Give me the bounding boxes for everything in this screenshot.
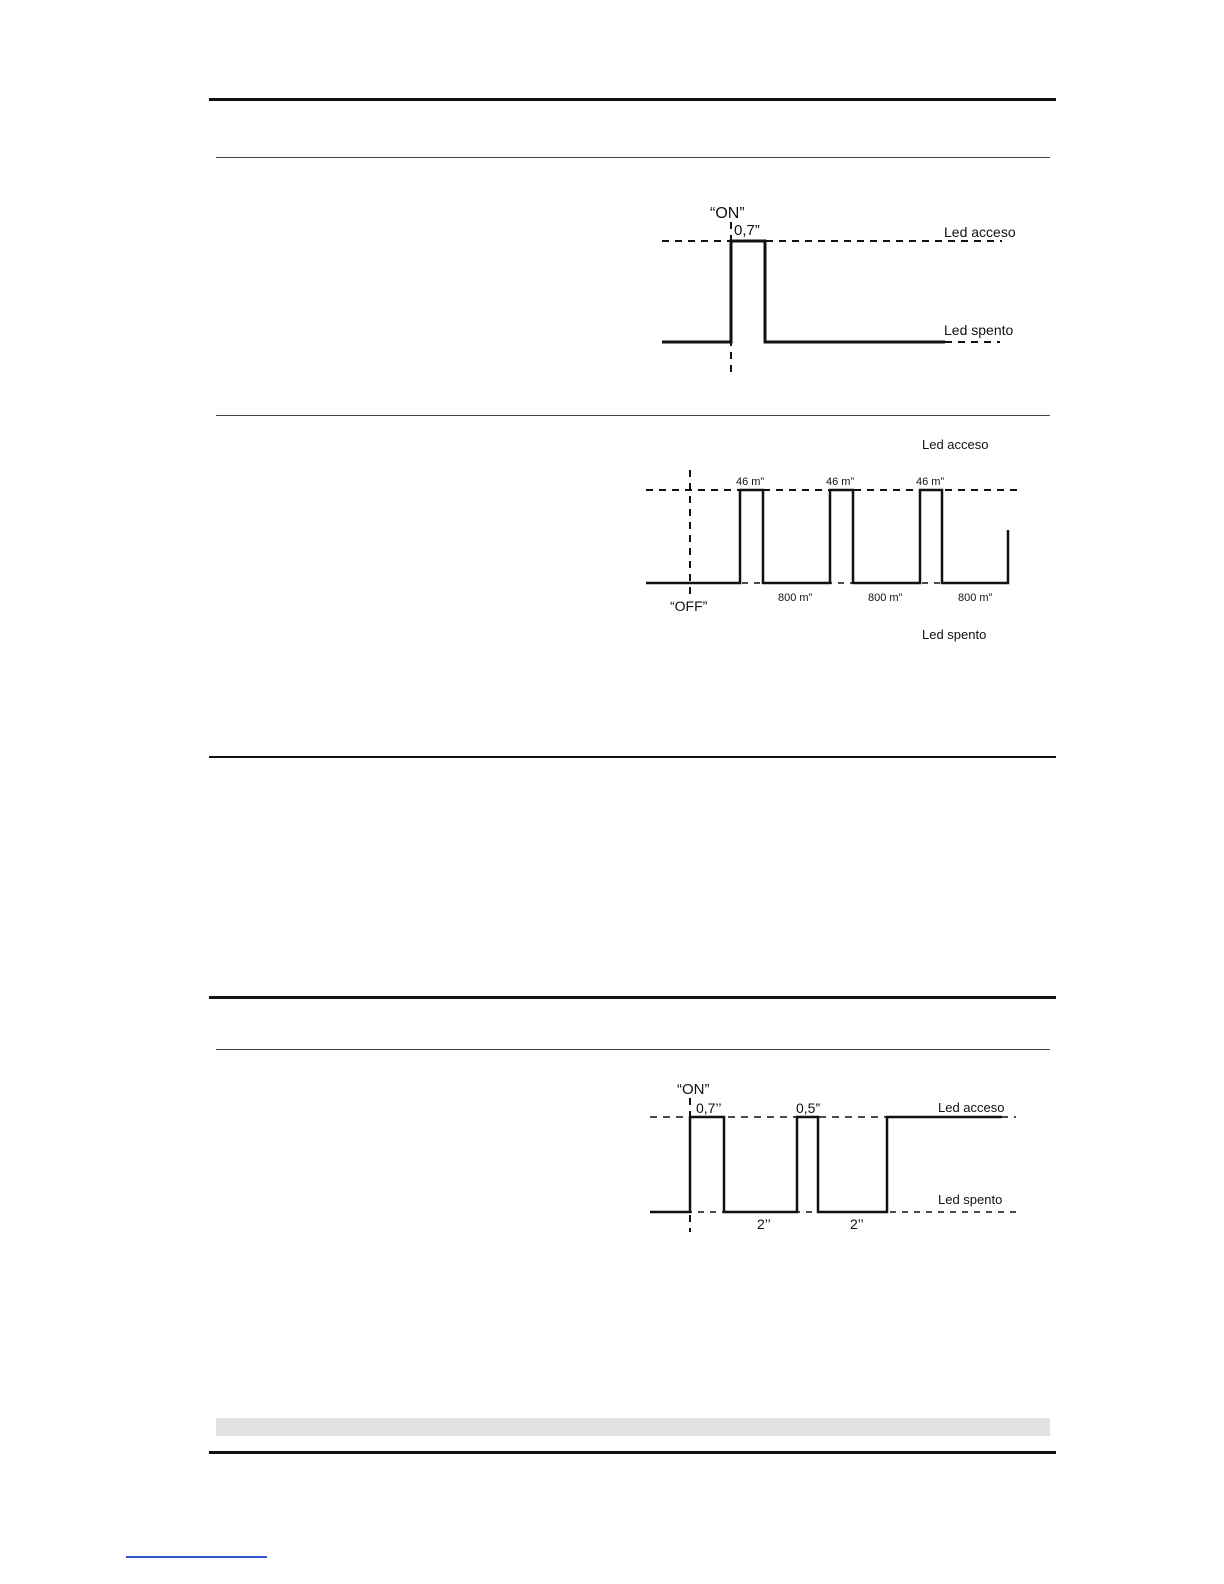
off-label: “OFF” — [670, 598, 708, 614]
top-rule — [209, 98, 1056, 101]
shaded-bar — [216, 1418, 1050, 1436]
section-rule — [216, 157, 1050, 158]
on-label: “ON” — [710, 205, 745, 222]
pulse-1-label: 0,7’’ — [696, 1100, 722, 1116]
led-on-label: Led acceso — [944, 224, 1016, 240]
pulse-width-label: 46 m” — [736, 476, 765, 488]
led-off-label: Led spento — [938, 1192, 1003, 1207]
waveform — [650, 1117, 1002, 1212]
diagram-3-on-sequence — [650, 1081, 1016, 1232]
section-divider-rule — [209, 996, 1056, 999]
gap-1-label: 2’’ — [757, 1216, 771, 1232]
section-rule — [216, 415, 1050, 416]
gap-2-label: 2’’ — [850, 1216, 864, 1232]
section-divider-rule — [209, 756, 1056, 758]
pulse-duration-label: 0,7” — [734, 222, 760, 239]
bottom-rule — [209, 1451, 1056, 1454]
gap-width-label: 800 m” — [958, 592, 993, 604]
on-label: “ON” — [677, 1081, 710, 1098]
diagram-2-off-blinking — [646, 437, 1020, 642]
diagram-1-on-pulse — [662, 205, 1016, 372]
section-rule — [216, 1049, 1050, 1050]
gap-width-label: 800 m” — [778, 592, 813, 604]
waveform — [662, 241, 945, 342]
led-off-label: Led spento — [922, 627, 987, 642]
led-on-label: Led acceso — [922, 437, 989, 452]
led-on-label: Led acceso — [938, 1100, 1005, 1115]
pulse-2-label: 0,5” — [796, 1100, 821, 1116]
led-off-label: Led spento — [944, 322, 1014, 338]
pulse-width-label: 46 m” — [916, 476, 945, 488]
pulse-width-label: 46 m” — [826, 476, 855, 488]
waveform — [646, 490, 1008, 583]
footer-link-underline[interactable] — [126, 1556, 267, 1558]
gap-width-label: 800 m” — [868, 592, 903, 604]
